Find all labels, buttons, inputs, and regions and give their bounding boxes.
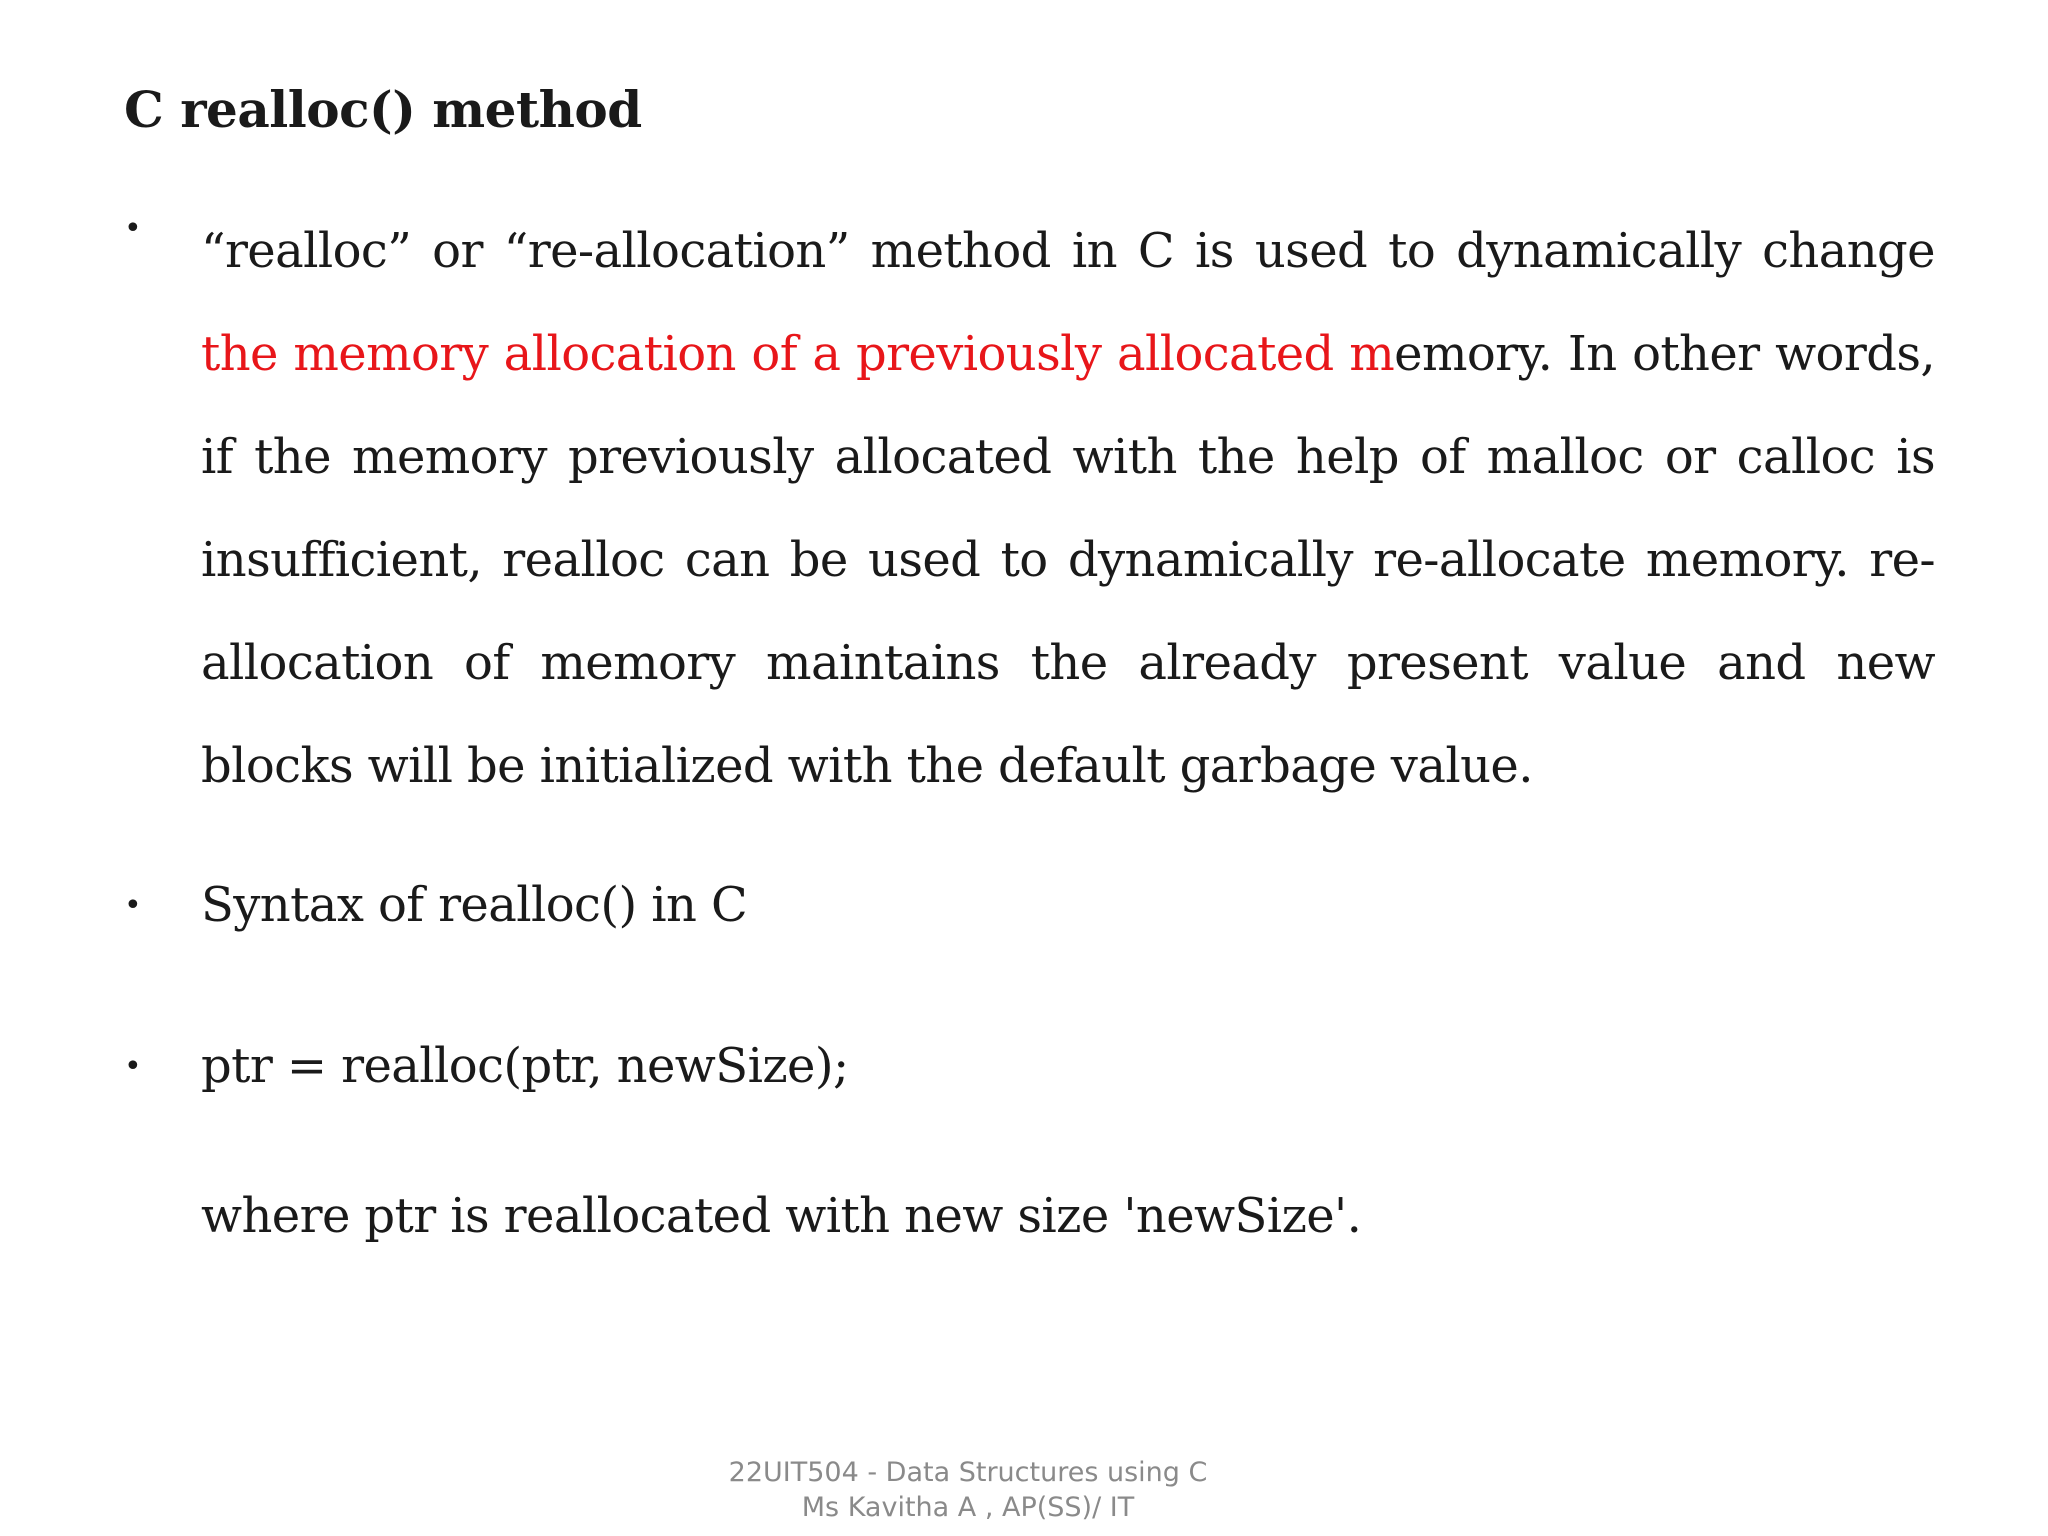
highlighted-text: the memory allocation of a previously allocated m: [201, 326, 1395, 382]
slide-footer: [0, 1455, 1936, 1525]
syntax-heading: Syntax of realloc() in C: [201, 877, 748, 933]
realloc-description: [201, 200, 1935, 818]
syntax-code: ptr = realloc(ptr, newSize);: [201, 1038, 849, 1094]
bullet-marker: •: [124, 888, 142, 923]
bullet-marker: •: [124, 1049, 142, 1084]
footer-author: Ms Kavitha A , AP(SS)/ IT: [801, 1492, 1135, 1523]
syntax-note: where ptr is reallocated with new size 'newSize'.: [201, 1188, 1362, 1244]
description-text-continued: emory. In other words, if the memory previously allocated with the help of malloc or calloc is insufficient, realloc can be used to dynamically re-allocate memory. re-allocation of memory maintains the already present value and new blocks will be initialized with the default garbage value.: [201, 326, 1936, 794]
footer-course: 22UIT504 - Data Structures using C: [728, 1457, 1208, 1488]
slide-title: C realloc() method: [124, 80, 642, 139]
bullet-marker: •: [124, 211, 142, 246]
description-text: “realloc” or “re-allocation” method in C is used to dynamically change: [201, 223, 1935, 279]
